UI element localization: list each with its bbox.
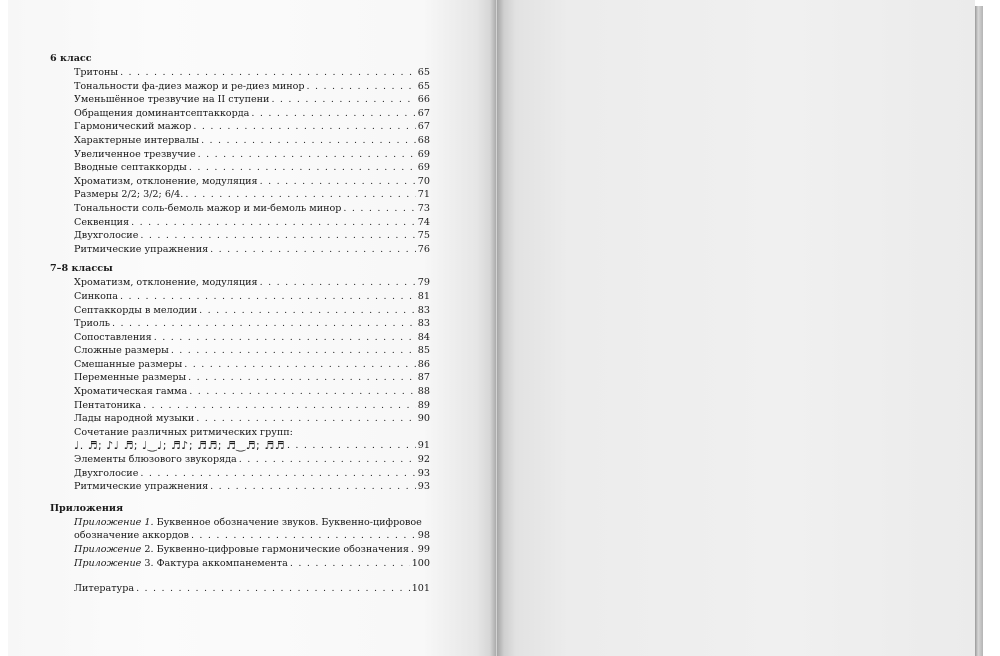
toc-entry-label: Ритмические упражнения [74, 481, 209, 493]
toc-entry-rhythm-groups[interactable] [50, 426, 430, 453]
toc-entry[interactable] [50, 202, 430, 216]
leader-dots [171, 344, 416, 358]
rhythm-notation: ♩. ♬; ♪♩ ♬; ♩‿♩; ♬♪; ♬♬; ♬‿♬; ♬♬ [74, 439, 285, 453]
leader-dots [290, 557, 410, 571]
section-title-grades-7-8: 7–8 классы [50, 263, 113, 275]
leader-dots [184, 358, 416, 372]
toc-entry[interactable] [50, 80, 430, 94]
toc-entry-label: Двухголосие [74, 230, 139, 242]
leader-dots [411, 543, 416, 557]
toc-entry-label: Увеличенное трезвучие [74, 148, 196, 160]
toc-entry-label: Элементы блюзового звукоряда [74, 454, 237, 466]
leader-dots [120, 290, 416, 304]
toc-entry-label: Обращения доминантсептаккорда [74, 107, 250, 119]
leader-dots [201, 134, 416, 148]
leader-dots [239, 453, 416, 467]
toc-entry[interactable] [50, 385, 430, 399]
toc-entry[interactable] [50, 358, 430, 372]
toc-entry-page: 67 [417, 107, 430, 119]
leader-dots [140, 229, 415, 243]
toc-entry-label: Хроматизм, отклонение, модуляция [74, 277, 258, 289]
toc-entry-label: Тональности фа-диез мажор и ре-диез минор [74, 80, 305, 92]
toc-entry-page: 74 [417, 216, 430, 228]
toc-entry-page: 70 [417, 175, 430, 187]
toc-entry[interactable] [50, 66, 430, 80]
toc-entry-label: Характерные интервалы [74, 134, 200, 146]
leader-dots [210, 243, 416, 257]
toc-entry-page: 76 [417, 243, 430, 255]
leader-dots [143, 399, 416, 413]
toc-entry[interactable] [50, 399, 430, 413]
leader-dots [343, 202, 415, 216]
toc-entry[interactable] [50, 453, 430, 467]
toc-entry-page: 67 [417, 121, 430, 133]
section-grades-7-8-list [50, 276, 430, 426]
leader-dots [189, 161, 416, 175]
toc-entry[interactable] [50, 344, 430, 358]
leader-dots [287, 439, 416, 453]
leader-dots [140, 467, 415, 481]
toc-entry-page: 98 [417, 530, 430, 542]
leader-dots [199, 304, 416, 318]
toc-entry[interactable] [50, 93, 430, 107]
toc-entry-page: 85 [417, 345, 430, 357]
toc-entry-label: Двухголосие [74, 467, 139, 479]
toc-entry-page: 93 [417, 467, 430, 479]
leader-dots [271, 93, 415, 107]
toc-entry-page: 100 [411, 557, 430, 569]
toc-entry-page: 93 [417, 481, 430, 493]
toc-entry-page: 83 [417, 318, 430, 330]
toc-entry-page: 83 [417, 304, 430, 316]
appendix-text: Буквенное обозначение звуков. Буквенно-цифровое [153, 516, 422, 528]
toc-entry-page: 92 [417, 454, 430, 466]
toc-entry[interactable] [50, 188, 430, 202]
leader-dots [196, 412, 416, 426]
section-grade-6-list [50, 66, 430, 256]
toc-entry-page: 81 [417, 290, 430, 302]
toc-entry[interactable] [50, 371, 430, 385]
toc-entry-page: 66 [417, 94, 430, 106]
toc-entry-appendix-3[interactable] [50, 557, 430, 571]
toc-entry-page: 69 [417, 162, 430, 174]
leader-dots [193, 120, 415, 134]
toc-entry-label: Тональности соль-бемоль мажор и ми-бемоль минор [74, 202, 342, 214]
toc-entry-page: 79 [417, 277, 430, 289]
appendix-text-cont: обозначение аккордов [74, 530, 189, 542]
appendix-prefix: Приложение 1. [74, 516, 154, 528]
toc-entry[interactable] [50, 331, 430, 345]
toc-entry-page: 87 [417, 372, 430, 384]
leader-dots [112, 317, 416, 331]
toc-entry[interactable] [50, 229, 430, 243]
toc-entry-label: Сочетание различных ритмических групп: [74, 426, 293, 438]
toc-entry[interactable] [50, 317, 430, 331]
toc-entry-label: Хроматизм, отклонение, модуляция [74, 175, 258, 187]
spine-shadow [490, 0, 504, 656]
toc-entry[interactable] [50, 161, 430, 175]
leader-dots [131, 216, 416, 230]
toc-entry-page: 86 [417, 358, 430, 370]
toc-entry-label: Лады народной музыки [74, 413, 195, 425]
toc-entry-page: 65 [417, 67, 430, 78]
appendix-prefix: Приложение [74, 544, 142, 555]
toc-entry[interactable] [50, 480, 430, 494]
toc-entry-label: Сопоставления [74, 331, 152, 343]
toc-entry[interactable] [50, 276, 430, 290]
toc-entry-label: Гармонический мажор [74, 121, 192, 133]
toc-entry-appendix-1[interactable] [50, 516, 430, 543]
leader-dots [185, 188, 415, 202]
toc-entry-page: 68 [417, 134, 430, 146]
leader-dots [260, 276, 416, 290]
page-stack-edge [975, 6, 983, 656]
toc-entry-label: Уменьшённое трезвучие на II ступени [74, 94, 270, 106]
toc-entry[interactable] [50, 290, 430, 304]
toc-entry[interactable] [50, 216, 430, 230]
section-grades-7-8-list-cont [50, 453, 430, 494]
toc-entry-label: Хроматическая гамма [74, 386, 188, 398]
toc-entry-page: 101 [411, 583, 430, 595]
toc-entry[interactable] [50, 243, 430, 257]
toc-entry-page: 65 [417, 80, 430, 92]
toc-entry-page: 84 [417, 331, 430, 343]
leader-dots [120, 66, 416, 80]
leader-dots [188, 371, 416, 385]
toc-entry-page: 99 [417, 544, 430, 555]
toc-entry-label: Синкопа [74, 290, 119, 302]
toc-entry-label: Литература [74, 583, 135, 595]
toc-entry-literature[interactable] [50, 582, 430, 596]
toc-entry-label: Переменные размеры [74, 372, 187, 384]
toc-entry-label: Секвенция [74, 216, 130, 228]
leader-dots [260, 175, 416, 189]
toc-entry-page: 73 [417, 202, 430, 214]
toc-entry-page: 88 [417, 386, 430, 398]
leader-dots [198, 148, 416, 162]
toc-entry-label: Вводные септаккорды [74, 162, 187, 174]
toc-entry[interactable] [50, 134, 430, 148]
toc-entry[interactable] [50, 412, 430, 426]
appendix-prefix: Приложение [74, 557, 142, 569]
toc-entry-page: 89 [417, 399, 430, 411]
toc-entry-label: Пентатоника [74, 399, 142, 411]
toc-entry-page: 75 [417, 230, 430, 242]
toc-entry[interactable] [50, 107, 430, 121]
toc-entry-label: Смешанные размеры [74, 358, 183, 370]
toc-entry-label: Сложные размеры [74, 345, 169, 357]
right-page-blank [497, 0, 975, 656]
leader-dots [210, 480, 416, 494]
toc-entry-appendix-2[interactable] [50, 543, 430, 557]
toc-entry[interactable] [50, 467, 430, 481]
leader-dots [154, 331, 416, 345]
leader-dots [251, 107, 415, 121]
toc-entry-label: Ритмические упражнения [74, 243, 209, 255]
leader-dots [307, 80, 416, 94]
leader-dots [136, 582, 410, 596]
toc-entry-label: Тритоны [74, 67, 119, 78]
toc-entry-page: 71 [417, 189, 430, 201]
toc-entry-page: 69 [417, 148, 430, 160]
leader-dots [191, 529, 416, 543]
toc-entry-label: Размеры 2/2; 3/2; 6/4. [74, 189, 184, 201]
toc-entry[interactable] [50, 148, 430, 162]
toc-entry-label: Септаккорды в мелодии [74, 304, 198, 316]
section-title-grade-6: 6 класс [50, 53, 92, 64]
toc-entry[interactable] [50, 175, 430, 189]
toc-entry-label: Триоль [74, 318, 111, 330]
toc-entry-page: 90 [417, 413, 430, 425]
toc-entry-page: 91 [417, 440, 430, 452]
table-of-contents [50, 52, 430, 596]
leader-dots [189, 385, 416, 399]
toc-entry[interactable] [50, 120, 430, 134]
appendix-text: 2. Буквенно-цифровые гармонические обозначения [141, 544, 409, 555]
section-title-appendix: Приложения [50, 502, 124, 514]
toc-entry[interactable] [50, 304, 430, 318]
appendix-text: 3. Фактура аккомпанемента [141, 557, 288, 569]
